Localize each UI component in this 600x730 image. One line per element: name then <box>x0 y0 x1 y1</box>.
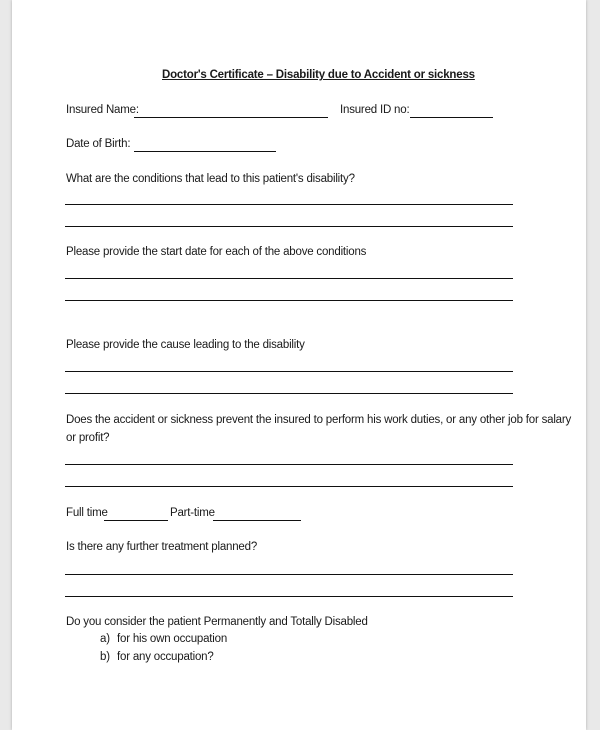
answer-line[interactable] <box>65 371 513 372</box>
dob-label: Date of Birth: <box>66 138 131 150</box>
full-time-label: Full time <box>66 507 108 519</box>
full-time-field[interactable] <box>104 520 168 521</box>
question-cause: Please provide the cause leading to the disability <box>66 339 305 351</box>
part-time-field[interactable] <box>213 520 301 521</box>
answer-line[interactable] <box>65 278 513 279</box>
answer-line[interactable] <box>65 574 513 575</box>
part-time-label: Part-time <box>170 507 215 519</box>
insured-id-label: Insured ID no: <box>340 104 410 116</box>
question-conditions: What are the conditions that lead to this patient's disability? <box>66 173 355 185</box>
question-disabled: Do you consider the patient Permanently and Totally Disabled <box>66 616 368 628</box>
answer-line[interactable] <box>65 300 513 301</box>
insured-name-label: Insured Name: <box>66 104 139 116</box>
dob-field[interactable] <box>134 151 276 152</box>
question-prevent-line2: or profit? <box>66 432 110 444</box>
question-treatment: Is there any further treatment planned? <box>66 541 258 553</box>
option-letter: b) <box>100 651 110 663</box>
option-own-occupation: for his own occupation <box>117 633 228 645</box>
answer-line[interactable] <box>65 464 513 465</box>
option-any-occupation: for any occupation? <box>117 651 214 663</box>
answer-line[interactable] <box>65 204 513 205</box>
option-letter: a) <box>100 633 110 645</box>
answer-line[interactable] <box>65 393 513 394</box>
question-start-date: Please provide the start date for each of the above conditions <box>66 246 367 258</box>
form-title: Doctor's Certificate – Disability due to Accident or sickness <box>162 69 475 81</box>
answer-line[interactable] <box>65 486 513 487</box>
answer-line[interactable] <box>65 226 513 227</box>
answer-line[interactable] <box>65 596 513 597</box>
question-prevent-line1: Does the accident or sickness prevent the insured to perform his work duties, or any other job for salary <box>66 414 572 426</box>
insured-id-field[interactable] <box>410 117 493 118</box>
insured-name-field[interactable] <box>134 117 328 118</box>
document-page <box>12 0 586 730</box>
